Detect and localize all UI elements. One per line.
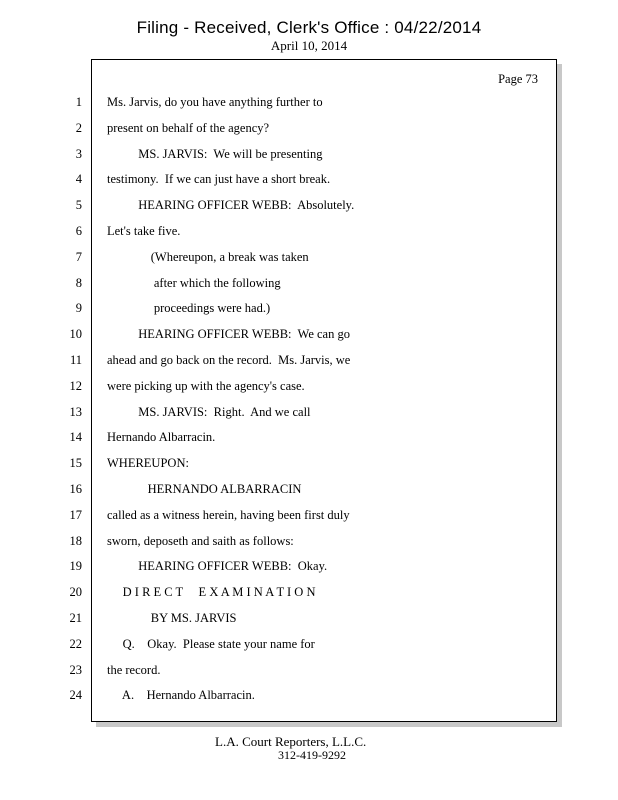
transcript-line: Hernando Albarracin. [107, 430, 216, 445]
transcript-line: testimony. If we can just have a short break. [107, 172, 331, 187]
line-number: 4 [75, 172, 82, 187]
transcript-line: BY MS. JARVIS [107, 610, 237, 625]
transcript-line: Let's take five. [107, 223, 181, 238]
line-number: 20 [69, 585, 82, 600]
line-number: 8 [75, 275, 82, 290]
transcript-line: (Whereupon, a break was taken [107, 249, 309, 264]
line-number: 17 [69, 507, 82, 522]
line-number-column [0, 94, 82, 713]
line-number: 13 [69, 404, 82, 419]
line-number: 21 [69, 610, 82, 625]
line-number: 9 [75, 301, 82, 316]
transcript-line: MS. JARVIS: We will be presenting [107, 146, 323, 161]
transcript-line: sworn, deposeth and saith as follows: [107, 533, 294, 548]
transcript-line: called as a witness herein, having been first duly [107, 507, 350, 522]
line-number: 19 [69, 559, 82, 574]
line-number: 3 [75, 146, 82, 161]
footer-phone: 312-419-9292 [278, 748, 346, 762]
line-number: 18 [69, 533, 82, 548]
page-number: Page 73 [498, 72, 538, 86]
transcript-line: Ms. Jarvis, do you have anything further to [107, 95, 323, 109]
transcript-line: Q. Okay. Please state your name for [107, 636, 315, 651]
transcript-line: HEARING OFFICER WEBB: Okay. [107, 559, 328, 574]
transcript-line: proceedings were had.) [107, 301, 271, 316]
line-number: 16 [69, 481, 82, 496]
line-number: 24 [69, 688, 82, 703]
line-number: 5 [75, 198, 82, 213]
line-number: 22 [69, 636, 82, 651]
line-number: 6 [75, 223, 82, 238]
line-number: 15 [69, 456, 82, 471]
transcript-line: MS. JARVIS: Right. And we call [107, 404, 311, 419]
line-number: 2 [75, 120, 82, 135]
line-number: 11 [69, 352, 82, 367]
line-number: 14 [69, 430, 82, 445]
line-number: 23 [69, 662, 82, 677]
line-number: 7 [75, 249, 82, 264]
transcript-line: were picking up with the agency's case. [107, 378, 305, 393]
hearing-date: April 10, 2014 [270, 38, 348, 53]
transcript-line: HERNANDO ALBARRACIN [107, 481, 302, 496]
line-number: 1 [75, 95, 82, 109]
transcript-line: HEARING OFFICER WEBB: Absolutely. [107, 198, 355, 213]
transcript-line: after which the following [107, 275, 281, 290]
transcript-line: present on behalf of the agency? [107, 120, 270, 135]
transcript-line: the record. [107, 662, 161, 677]
transcript-line: WHEREUPON: [107, 456, 189, 471]
transcript-line: HEARING OFFICER WEBB: We can go [107, 327, 350, 342]
transcript-line: A. Hernando Albarracin. [107, 688, 255, 703]
transcript-line: D I R E C T E X A M I N A T I O N [107, 585, 316, 600]
filing-stamp: Filing - Received, Clerk's Office : 04/22/2014 [136, 18, 482, 37]
line-number: 10 [69, 327, 82, 342]
line-number: 12 [69, 378, 82, 393]
transcript-line: ahead and go back on the record. Ms. Jarvis, we [107, 352, 351, 367]
transcript-body [107, 94, 547, 713]
footer-company: L.A. Court Reporters, L.L.C. [215, 734, 367, 749]
